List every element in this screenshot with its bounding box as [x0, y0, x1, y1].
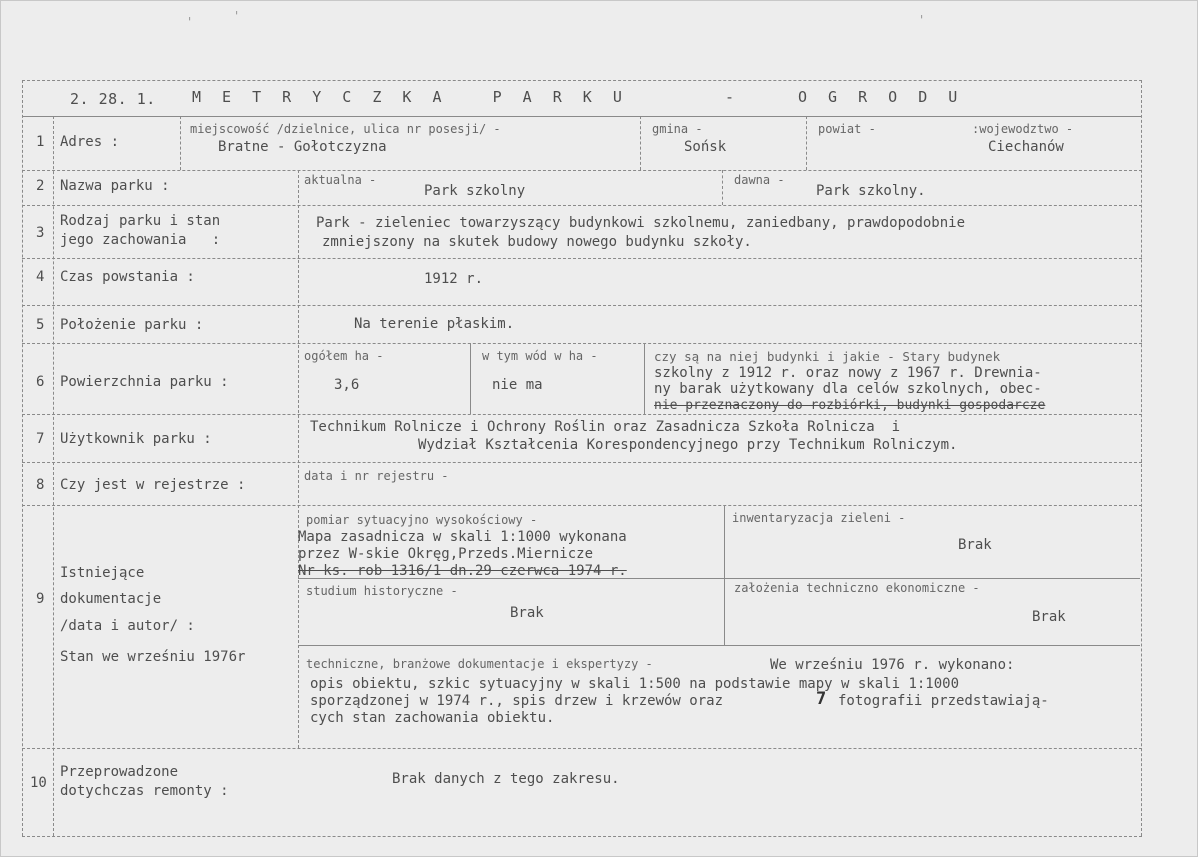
- current-name-caption: aktualna -: [304, 173, 377, 187]
- rule-r1-c: [806, 116, 807, 170]
- row-number: 6: [36, 374, 45, 390]
- total-area-caption: ogółem ha -: [304, 349, 384, 363]
- documents-status-note: Stan we wrześniu 1976r: [60, 649, 246, 665]
- buildings-text-line4: nie przeznaczony do rozbiórki, budynki gospodarcze: [654, 398, 1046, 413]
- rule-r1-b: [640, 116, 641, 170]
- rule-row9: [22, 505, 1142, 506]
- rule-row4: [22, 258, 1142, 259]
- park-type-text-line1: Park - zieleniec towarzyszący budynkowi szkolnemu, zaniedbany, prawdopodobnie: [316, 215, 966, 231]
- row-number: 5: [36, 317, 45, 333]
- scan-mark: ': [233, 9, 241, 23]
- park-type-label-line2: jego zachowania :: [60, 232, 221, 248]
- place-value: Bratne - Gołotczyzna: [218, 139, 387, 155]
- scan-mark: ': [918, 13, 926, 27]
- row-number: 2: [36, 178, 45, 194]
- water-area-caption: w tym wód w ha -: [482, 349, 598, 363]
- water-area-value: nie ma: [492, 377, 543, 393]
- survey-text-line2: przez W-skie Okręg,Przeds.Miernicze: [298, 546, 594, 562]
- row-number: 4: [36, 269, 45, 285]
- rule-row2: [22, 170, 1142, 171]
- expertise-text-line4: fotografii przedstawiają-: [838, 693, 1049, 709]
- user-text-line1: Technikum Rolnicze i Ochrony Roślin oraz Zasadnicza Szkoła Rolnicza i: [310, 419, 901, 435]
- park-type-text-line2: zmniejszony na skutek budowy nowego budynku szkoły.: [322, 234, 752, 250]
- row-number: 7: [36, 431, 45, 447]
- photo-count: 7: [816, 689, 827, 709]
- origin-date-value: 1912 r.: [424, 271, 484, 287]
- row-number: 1: [36, 134, 45, 150]
- row-number: 3: [36, 225, 45, 241]
- documents-label-line2: dokumentacje: [60, 591, 162, 607]
- area-label: Powierzchnia parku :: [60, 374, 229, 390]
- repairs-label-line1: Przeprowadzone: [60, 764, 179, 780]
- tech-economic-value: Brak: [1032, 609, 1066, 625]
- place-caption: miejscowość /dzielnice, ulica nr posesji/ -: [190, 122, 501, 136]
- rule-row3: [22, 205, 1142, 206]
- powiat-caption: powiat -: [818, 122, 876, 136]
- rule-row5: [22, 305, 1142, 306]
- title-separator: -: [725, 88, 735, 106]
- survey-text-line3: Nr ks. rob 1316/1 dn.29 czerwca 1974 r.: [298, 563, 627, 579]
- expertise-text-line1: We wrześniu 1976 r. wykonano:: [770, 657, 1015, 673]
- rule-r6-a: [470, 343, 471, 414]
- park-type-label-line1: Rodzaj parku i stan: [60, 213, 221, 229]
- rule-num-col: [53, 116, 54, 836]
- rule-row10: [22, 748, 1142, 749]
- greenery-inventory-caption: inwentaryzacja zieleni -: [732, 511, 906, 525]
- rule-top: [22, 80, 1142, 81]
- historical-study-value: Brak: [510, 605, 544, 621]
- documents-label-line1: Istniejące: [60, 565, 145, 581]
- rule-r9-low: [298, 645, 1140, 646]
- park-name-label: Nazwa parku :: [60, 178, 170, 194]
- rule-row8: [22, 462, 1142, 463]
- voivodeship-caption: :wojewodztwo -: [972, 122, 1074, 136]
- expertise-text-line3: sporządzonej w 1974 r., spis drzew i krzewów oraz: [310, 693, 724, 709]
- user-label: Użytkownik parku :: [60, 431, 212, 447]
- buildings-text-line2: szkolny z 1912 r. oraz nowy z 1967 r. Drewnia-: [654, 365, 1042, 381]
- rule-left: [22, 80, 23, 836]
- greenery-inventory-value: Brak: [958, 537, 992, 553]
- rule-row6: [22, 343, 1142, 344]
- row-number: 10: [30, 775, 47, 791]
- expertise-text-line2: opis obiektu, szkic sytuacyjny w skali 1:500 na podstawie mapy w skali 1:1000: [310, 676, 960, 692]
- location-label: Położenie parku :: [60, 317, 204, 333]
- rule-r1-a: [180, 116, 181, 170]
- rule-r6-b: [644, 343, 645, 414]
- buildings-text-line1: czy są na niej budynki i jakie - Stary budynek: [654, 349, 1001, 364]
- gmina-value: Sońsk: [684, 139, 727, 155]
- rule-right: [1141, 80, 1142, 836]
- card-title: M E T R Y C Z K A P A R K U: [192, 88, 628, 106]
- expertise-caption: techniczne, branżowe dokumentacje i ekspertyzy -: [306, 657, 653, 671]
- rule-r9-v: [724, 505, 725, 645]
- row-number: 9: [36, 591, 45, 607]
- former-name-caption: dawna -: [734, 173, 785, 187]
- address-label: Adres :: [60, 134, 120, 150]
- historical-study-caption: studium historyczne -: [306, 584, 458, 598]
- repairs-label-line2: dotychczas remonty :: [60, 783, 229, 799]
- user-text-line2: Wydział Kształcenia Korespondencyjnego przy Technikum Rolniczym.: [418, 437, 958, 453]
- rule-value-col: [298, 170, 299, 748]
- expertise-text-line5: cych stan zachowania obiektu.: [310, 710, 555, 726]
- card-code: 2. 28. 1.: [70, 90, 156, 108]
- gmina-caption: gmina -: [652, 122, 703, 136]
- row-number: 8: [36, 477, 45, 493]
- location-value: Na terenie płaskim.: [354, 316, 515, 332]
- rule-bottom: [22, 836, 1142, 837]
- repairs-value: Brak danych z tego zakresu.: [392, 771, 620, 787]
- survey-text-line1: Mapa zasadnicza w skali 1:1000 wykonana: [298, 529, 627, 545]
- tech-economic-caption: założenia techniczno ekonomiczne -: [734, 581, 980, 595]
- voivodeship-value: Ciechanów: [988, 139, 1064, 155]
- documents-label-line3: /data i autor/ :: [60, 618, 195, 634]
- scan-mark: ': [186, 15, 194, 29]
- register-caption: data i nr rejestru -: [304, 469, 449, 483]
- register-label: Czy jest w rejestrze :: [60, 477, 246, 493]
- rule-row1: [22, 116, 1142, 117]
- card-subtitle: O G R O D U: [798, 88, 964, 106]
- current-name-value: Park szkolny: [424, 183, 526, 199]
- origin-date-label: Czas powstania :: [60, 269, 195, 285]
- survey-caption: pomiar sytuacyjno wysokościowy -: [306, 513, 538, 527]
- former-name-value: Park szkolny.: [816, 183, 926, 199]
- rule-r2: [722, 170, 723, 205]
- rule-row7: [22, 414, 1142, 415]
- buildings-text-line3: ny barak użytkowany dla celów szkolnych, obec-: [654, 381, 1042, 397]
- total-area-value: 3,6: [334, 377, 360, 393]
